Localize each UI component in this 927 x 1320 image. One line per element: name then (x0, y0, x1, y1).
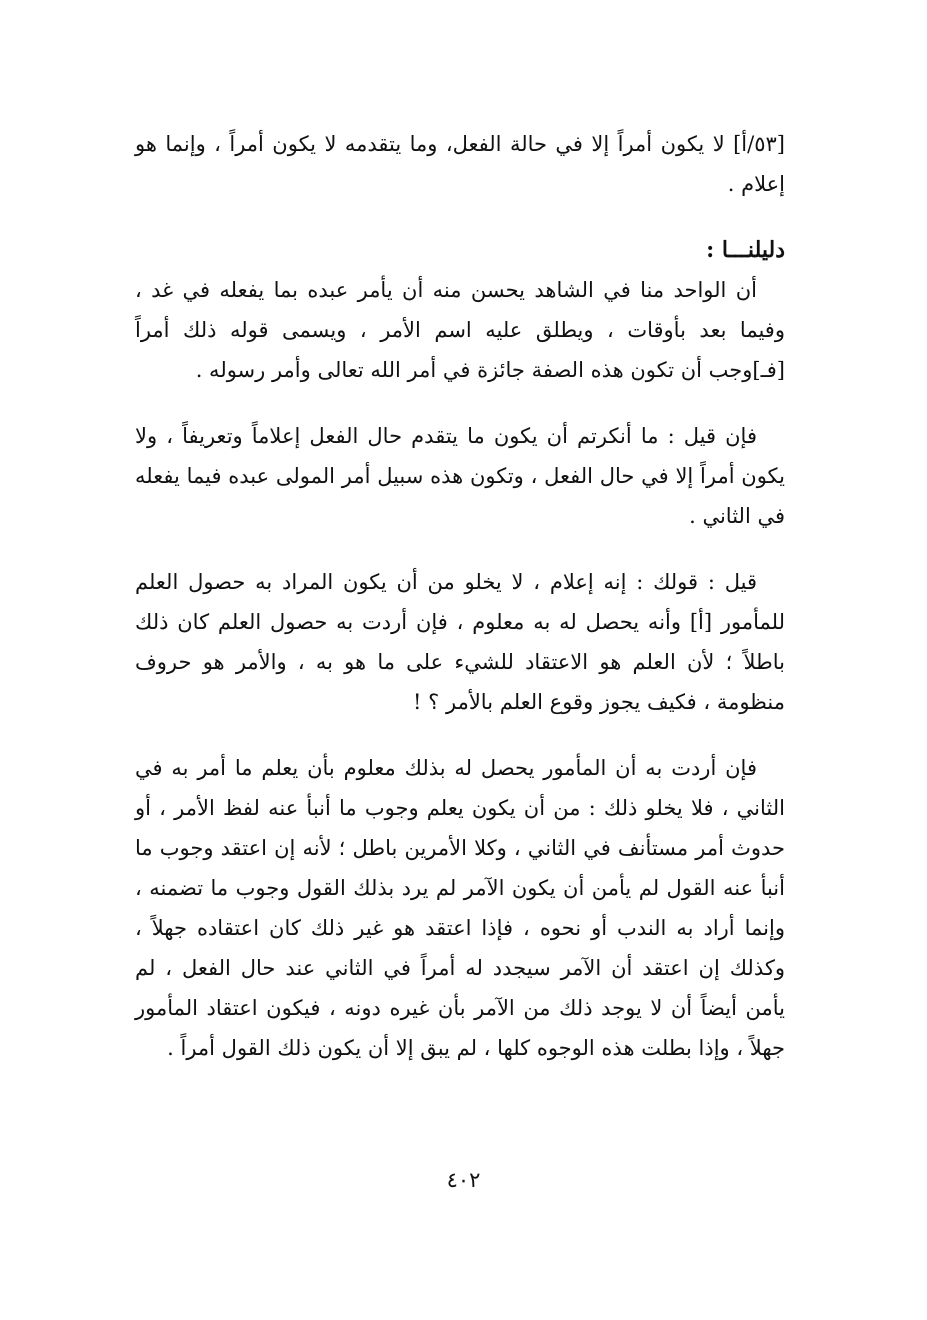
section-heading: دليلنـــا : (706, 237, 785, 263)
page-number: ٤٠٢ (446, 1168, 481, 1192)
paragraph-1: [٥٣/أ] لا يكون أمراً إلا في حالة الفعل، وما يتقدمه لا يكون أمراً ، وإنما هو إعلام . (135, 132, 785, 196)
paragraph-2: أن الواحد منا في الشاهد يحسن منه أن يأمر عبده بما يفعله في غد ، وفيما بعد بأوقات ، ويطلق عليه اسم الأمر ، ويسمى قوله ذلك أمراً [فـ]وجب أن تكون هذه الصفة جائزة في أمر الله تعالى وأمر رسوله . (135, 278, 785, 382)
paragraph-5: فإن أردت به أن المأمور يحصل له بذلك معلوم بأن يعلم ما أمر به في الثاني ، فلا يخلو ذلك : من أن يكون يعلم وجوب ما أنبأ عنه لفظ الأمر ، أو حدوث أمر مستأنف في الثاني ، وكلا الأمرين باطل ؛ لأنه إن اعتقد وجوب ما أنبأ عنه القول لم يأمن أن يكون الآمر لم يرد بذلك القول وجوب ما تضمنه ، وإنما أراد به الندب أو نحوه ، فإذا اعتقد هو غير ذلك كان اعتقاده جهلاً ، وكذلك إن اعتقد أن الآمر سيجدد له أمراً في الثاني عند حال الفعل ، لم يأمن أيضاً أن لا يوجد ذلك من الآمر بأن غيره دونه ، فيكون اعتقاد المأمور جهلاً ، وإذا بطلت هذه الوجوه كلها ، لم يبق إلا أن يكون ذلك القول أمراً . (135, 756, 785, 1060)
main-text (135, 124, 785, 1094)
paragraph-3: فإن قيل : ما أنكرتم أن يكون ما يتقدم حال الفعل إعلاماً وتعريفاً ، ولا يكون أمراً إلا في حال الفعل ، وتكون هذه سبيل أمر المولى عبده فيما يفعله في الثاني . (135, 424, 785, 528)
paragraph-4: قيل : قولك : إنه إعلام ، لا يخلو من أن يكون المراد به حصول العلم للمأمور [أ] وأنه يحصل له به معلوم ، فإن أردت به حصول العلم كان ذلك باطلاً ؛ لأن العلم هو الاعتقاد للشيء على ما هو به ، والأمر هو حروف منظومة ، فكيف يجوز وقوع العلم بالأمر ؟ ! (135, 570, 785, 714)
